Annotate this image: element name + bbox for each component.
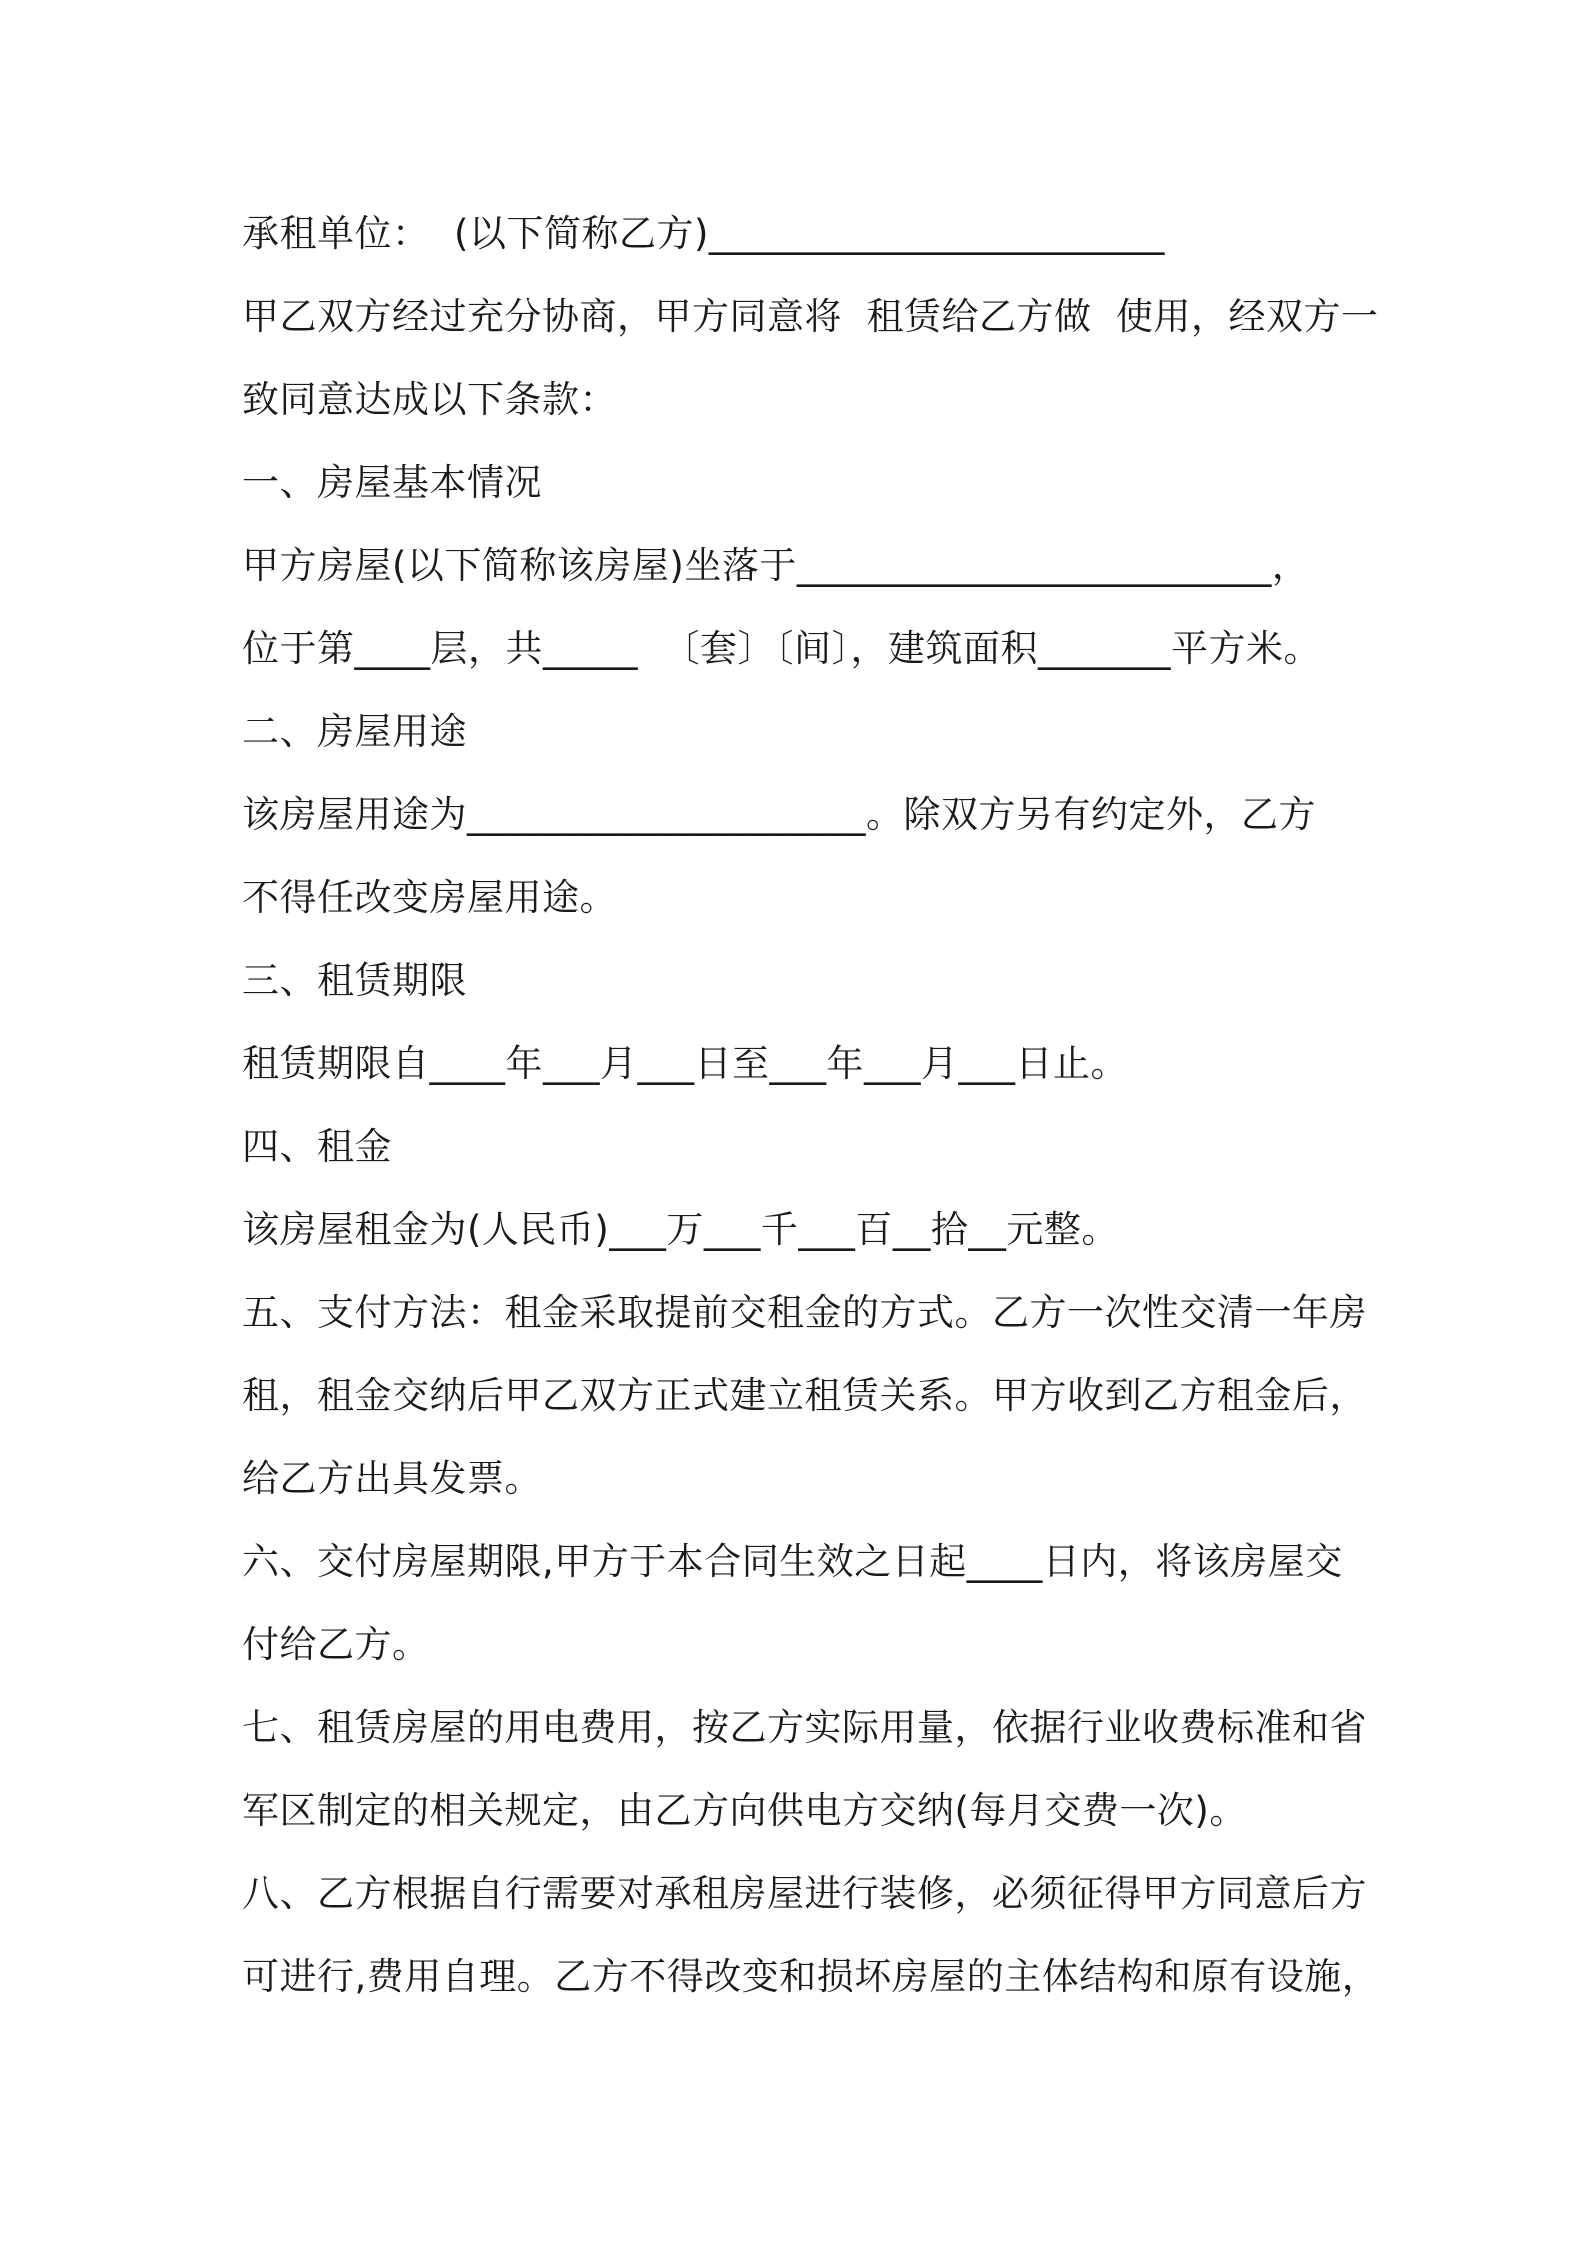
electricity-fee-line-2: 军区制定的相关规定，由乙方向供电方交纳(每月交费一次)。 [242,1789,1247,1832]
delivery-term-line-2: 付给乙方。 [242,1623,430,1666]
section-heading-rent: 四、租金 [242,1125,392,1168]
section-heading-lease-term: 三、租赁期限 [242,959,467,1002]
payment-method-line-2: 租，租金交纳后甲乙双方正式建立租赁关系。甲方收到乙方租金后， [242,1374,1367,1417]
section-heading-basic-info: 一、房屋基本情况 [242,461,542,504]
lease-term-line: 租赁期限自____年___月___日至___年___月___日止。 [242,1042,1128,1085]
document-page [242,0,1380,2244]
renovation-line-1: 八、乙方根据自行需要对承租房屋进行装修，必须征得甲方同意后方 [242,1872,1367,1915]
house-location-line: 甲方房屋(以下简称该房屋)坐落于_________________________， [242,544,1310,587]
electricity-fee-line-1: 七、租赁房屋的用电费用，按乙方实际用量，依据行业收费标准和省 [242,1706,1367,1749]
tenant-line: 承租单位： (以下简称乙方)________________________ [242,212,1165,255]
delivery-term-line-1: 六、交付房屋期限,甲方于本合同生效之日起____日内，将该房屋交 [242,1540,1343,1583]
payment-method-line-1: 五、支付方法：租金采取提前交租金的方式。乙方一次性交清一年房 [242,1291,1367,1334]
usage-line-2: 不得任改变房屋用途。 [242,876,617,919]
section-heading-usage: 二、房屋用途 [242,710,467,753]
house-floor-area-line: 位于第____层，共_____ 〔套〕〔间〕，建筑面积_______平方米。 [242,627,1322,670]
usage-line-1: 该房屋用途为_____________________。除双方另有约定外，乙方 [242,793,1316,836]
rent-amount-line: 该房屋租金为(人民币)___万___千___百__拾__元整。 [242,1208,1119,1251]
agreement-intro-line-1: 甲乙双方经过充分协商，甲方同意将 租赁给乙方做 使用，经双方一 [242,295,1379,338]
payment-method-line-3: 给乙方出具发票。 [242,1457,542,1500]
renovation-line-2: 可进行,费用自理。乙方不得改变和损坏房屋的主体结构和原有设施， [242,1955,1380,1998]
agreement-intro-line-2: 致同意达成以下条款： [242,378,617,421]
